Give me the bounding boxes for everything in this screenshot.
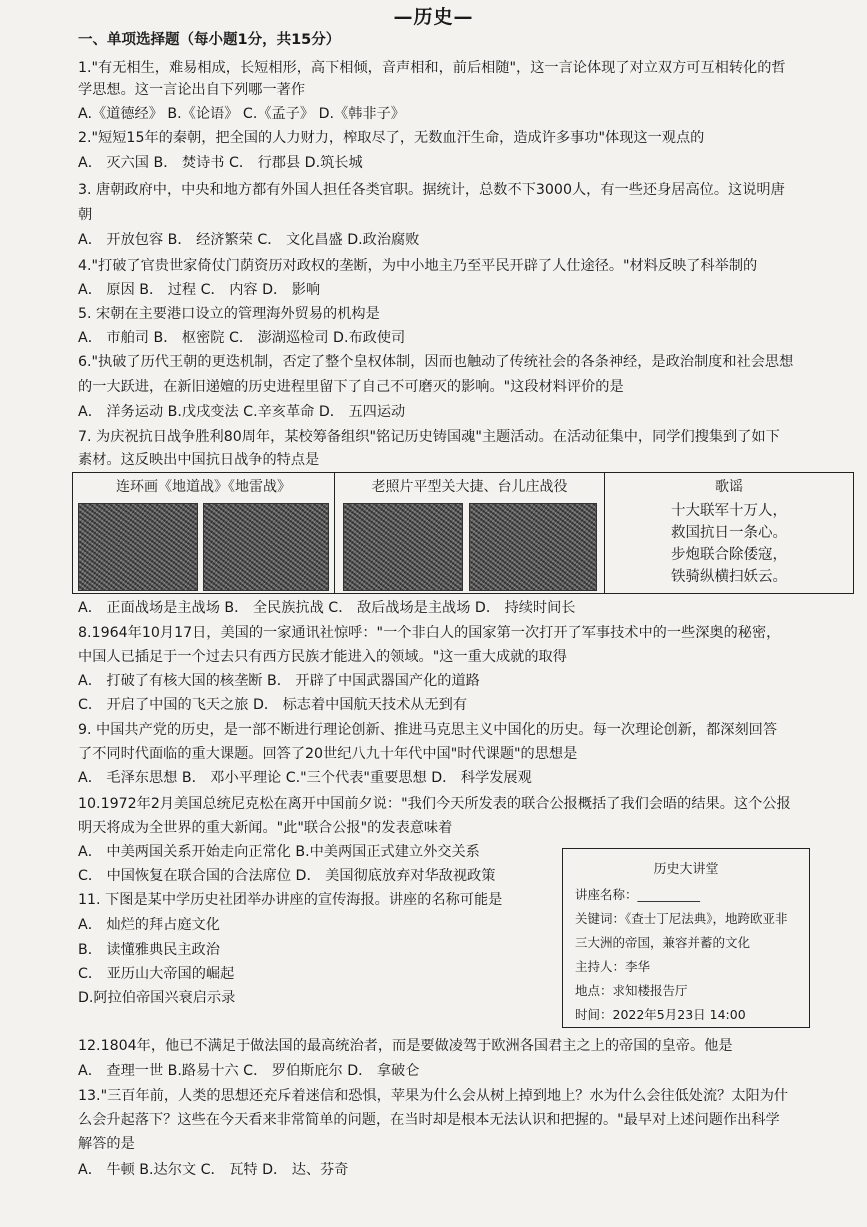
- poster-line: 地点：求知楼报告厅: [575, 983, 688, 998]
- table-cell-ballad: [605, 473, 853, 593]
- question-line: 7. 为庆祝抗日战争胜利80周年，某校筹备组织"铭记历史铸国魂"主题活动。在活动征集中，同学们搜集到了如下: [78, 429, 780, 445]
- cell-caption: 歌谣: [715, 479, 743, 495]
- table-cell-comics: [73, 473, 335, 593]
- options-line: A.《道德经》 B.《论语》 C.《孟子》 D.《韩非子》: [78, 106, 405, 122]
- ballad-line: 步炮联合除倭寇，: [671, 547, 787, 563]
- options-line: A． 洋务运动 B.戊戌变法 C.辛亥革命 D． 五四运动: [78, 404, 406, 420]
- section-heading: 一、单项选择题（每小题1分，共15分）: [78, 32, 341, 48]
- question-line: 12.1804年，他已不满足于做法国的最高统治者，而是要做凌驾于欧洲各国君主之上的帝国的皇帝。他是: [78, 1038, 733, 1054]
- poster-line: 三大洲的帝国，兼容并蓄的文化: [575, 935, 751, 950]
- question-line: 解答的是: [78, 1136, 135, 1152]
- comic-image: [78, 503, 198, 591]
- comic-image: [203, 503, 329, 591]
- question-line: 10.1972年2月美国总统尼克松在离开中国前夕说："我们今天所发表的联合公报概括了我们会晤的结果。这个公报: [78, 796, 791, 812]
- options-line: A． 中美两国关系开始走向正常化 B.中美两国正式建立外交关系: [78, 844, 480, 860]
- question-line: 3. 唐朝政府中，中央和地方都有外国人担任各类官职。据统计，总数不下3000人，有一些还身居高位。这说明唐: [78, 182, 785, 198]
- q7-material-table: [72, 472, 854, 594]
- options-line: A． 查理一世 B.路易十六 C． 罗伯斯庇尔 D． 拿破仑: [78, 1063, 420, 1079]
- question-line: 了不同时代面临的重大课题。回答了20世纪八九十年代中国"时代课题"的思想是: [78, 746, 578, 762]
- question-line: 素材。这反映出中国抗日战争的特点是: [78, 452, 320, 468]
- question-line: 9. 中国共产党的历史，是一部不断进行理论创新、推进马克思主义中国化的历史。每一次理论创新，都深刻回答: [78, 722, 778, 738]
- question-line: 5. 宋朝在主要港口设立的管理海外贸易的机构是: [78, 306, 380, 322]
- poster-line: 关键词：《查士丁尼法典》，地跨欧亚非: [575, 911, 788, 926]
- options-line: A． 打破了有核大国的核垄断 B． 开辟了中国武器国产化的道路: [78, 673, 480, 689]
- question-line: 6."执破了历代王朝的更迭机制，否定了整个皇权体制，因而也触动了传统社会的各条神经，是政治制度和社会思想: [78, 354, 794, 370]
- cell-caption: 老照片平型关大捷、台儿庄战役: [371, 479, 568, 495]
- question-line: 8.1964年10月17日，美国的一家通讯社惊呼："一个非白人的国家第一次打开了军事技术中的一些深奥的秘密，: [78, 625, 781, 641]
- question-line: 中国人已插足于一个过去只有西方民族才能进入的领域。"这一重大成就的取得: [78, 649, 567, 665]
- question-line: 4."打破了官贵世家倚仗门荫资历对政权的垄断，为中小地主乃至平民开辟了人仕途径。"材料反映了科举制的: [78, 258, 758, 274]
- question-line: 的一大跃进，在新旧递嬗的历史进程里留下了自己不可磨灭的影响。"这段材料评价的是: [78, 379, 624, 395]
- poster-line: 时间：2022年5月23日 14:00: [575, 1007, 746, 1022]
- old-photo-image: [343, 503, 463, 591]
- question-line: 明天将成为全世界的重大新闻。"此"联合公报"的发表意味着: [78, 820, 453, 836]
- options-line: C． 开启了中国的飞天之旅 D． 标志着中国航天技术从无到有: [78, 697, 468, 713]
- options-line: A． 灿烂的拜占庭文化: [78, 917, 220, 933]
- question-line: 11. 下图是某中学历史社团举办讲座的宣传海报。讲座的名称可能是: [78, 892, 503, 908]
- options-line: A． 牛顿 B.达尔文 C． 瓦特 D． 达、芬奇: [78, 1162, 349, 1178]
- old-photo-image: [469, 503, 597, 591]
- question-line: 么会升起落下？这些在今天看来非常简单的问题，在当时却是根本无法认识和把握的。"最早对上述问题作出科学: [78, 1112, 780, 1128]
- cell-caption: 连环画《地道战》《地雷战》: [116, 479, 291, 495]
- question-line: 学思想。这一言论出自下列哪一著作: [78, 82, 306, 98]
- options-line: A． 毛泽东思想 B． 邓小平理论 C."三个代表"重要思想 D． 科学发展观: [78, 770, 532, 786]
- poster-line: 讲座名称：__________: [575, 887, 701, 902]
- question-line: 2."短短15年的秦朝，把全国的人力财力，榨取尽了，无数血汗生命，造成许多事功"体现这一观点的: [78, 130, 705, 146]
- options-line: C． 亚历山大帝国的崛起: [78, 966, 235, 982]
- poster-title: 历史大讲堂: [653, 862, 719, 877]
- options-line: A． 市舶司 B． 枢密院 C． 澎湖巡检司 D.布政使司: [78, 330, 406, 346]
- ballad-line: 铁骑纵横扫妖云。: [671, 569, 787, 585]
- options-line: A． 开放包容 B． 经济繁荣 C． 文化昌盛 D.政治腐败: [78, 232, 420, 248]
- question-line: 13."三百年前，人类的思想还充斥着迷信和恐惧，苹果为什么会从树上掉到地上？水为什么会往低处流？太阳为什: [78, 1088, 789, 1104]
- page-title: —历史—: [393, 6, 474, 28]
- ballad-line: 救国抗日一条心。: [671, 525, 787, 541]
- options-line: D.阿拉伯帝国兴衰启示录: [78, 990, 236, 1006]
- options-line: A． 原因 B． 过程 C． 内容 D． 影响: [78, 282, 321, 298]
- options-line: A． 正面战场是主战场 B． 全民族抗战 C． 敌后战场是主战场 D． 持续时间长: [78, 600, 576, 616]
- options-line: C． 中国恢复在联合国的合法席位 D． 美国彻底放弃对华敌视政策: [78, 868, 496, 884]
- question-line: 朝: [78, 207, 93, 223]
- poster-line: 主持人：李华: [575, 959, 651, 974]
- ballad-line: 十大联军十万人，: [671, 503, 787, 519]
- table-cell-photos: [335, 473, 605, 593]
- options-line: B． 读懂雅典民主政治: [78, 942, 220, 958]
- options-line: A． 灭六国 B． 焚诗书 C． 行郡县 D.筑长城: [78, 155, 363, 171]
- question-line: 1."有无相生，难易相成，长短相形，高下相倾，音声相和，前后相随"，这一言论体现了对立双方可互相转化的哲: [78, 60, 786, 76]
- lecture-poster: [562, 848, 810, 1028]
